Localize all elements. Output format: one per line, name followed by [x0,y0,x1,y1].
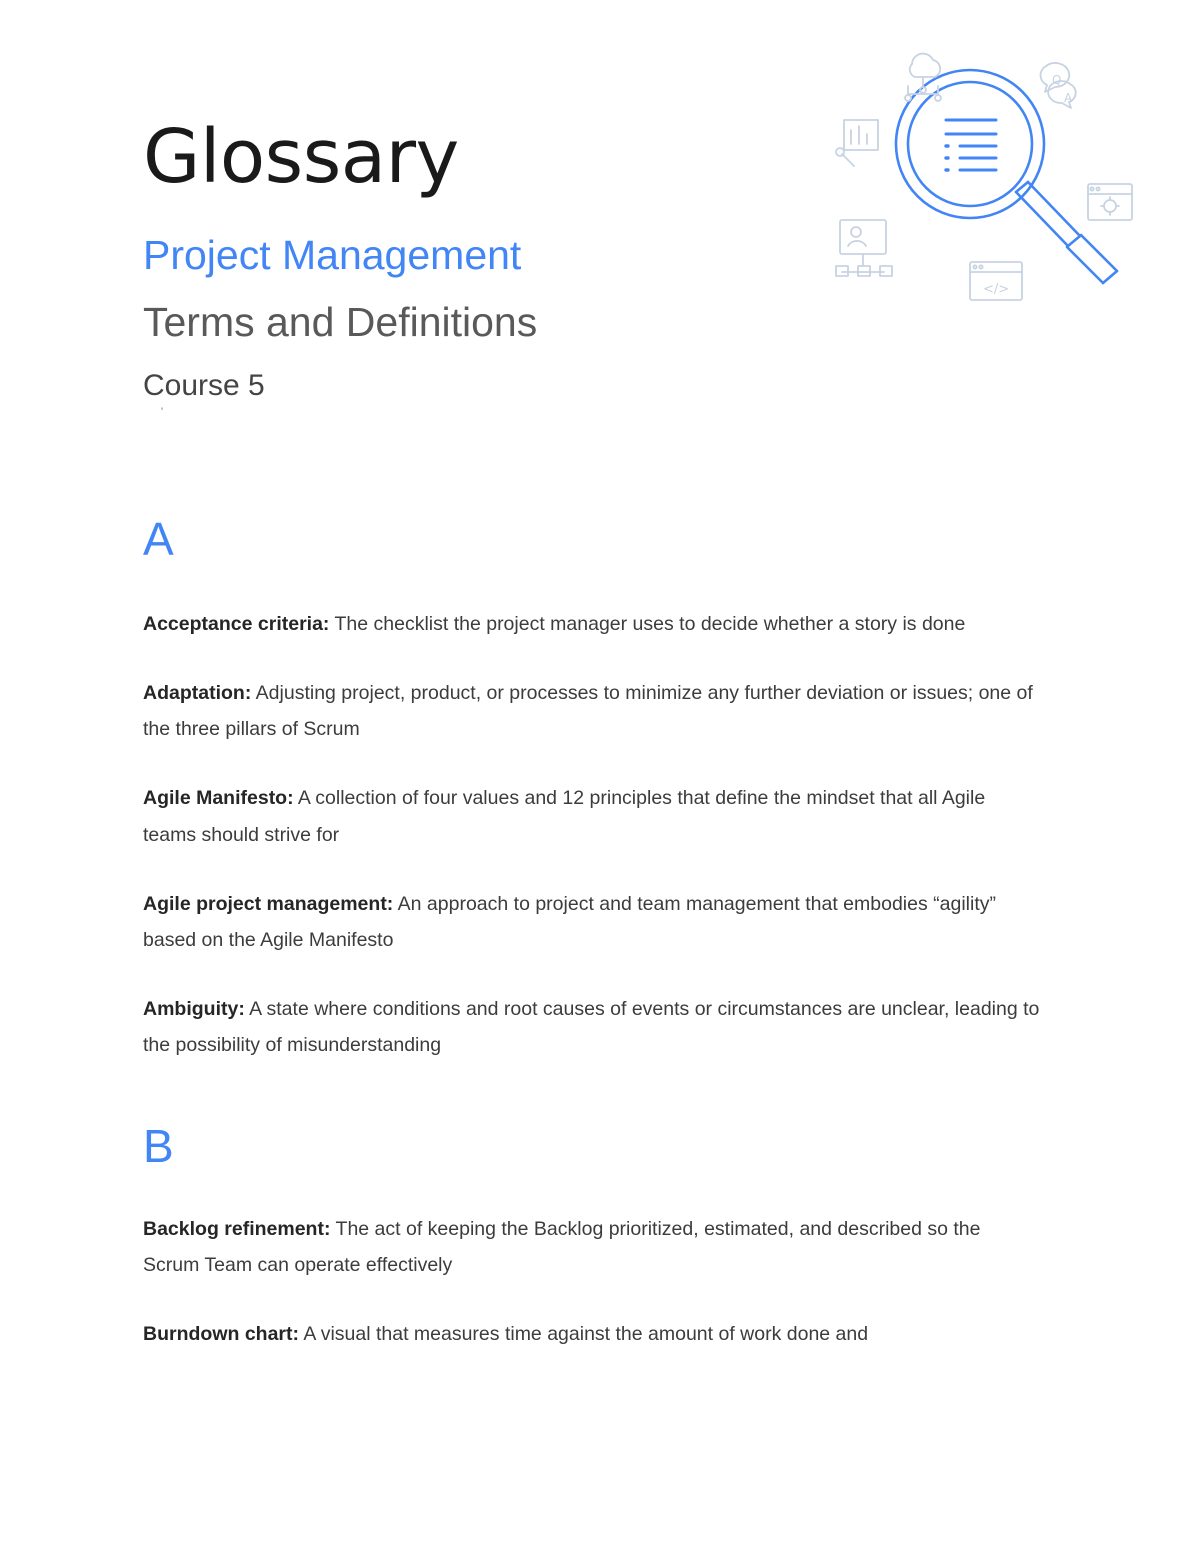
glossary-entry [143,606,1040,642]
entry-definition: The act of keeping the Backlog prioritized, estimated, and described so the Scrum Team can operate effectively [143,1217,981,1276]
glossary-content [0,513,1200,1352]
cursor-mark: ' [161,406,164,419]
entry-term: Agile project management: [143,892,394,915]
page-subtitle: Project Management [143,232,522,278]
entry-list-a [143,606,1040,1063]
section-b [143,1119,1040,1352]
entry-definition: A visual that measures time against the amount of work done and [299,1322,869,1345]
entry-term: Ambiguity: [143,997,245,1020]
glossary-entry [143,675,1040,747]
glossary-entry [143,886,1040,958]
entry-list-b [143,1211,1040,1352]
svg-text:Q: Q [1052,73,1062,87]
letter-heading-b: B [143,1119,174,1172]
entry-definition: The checklist the project manager uses to decide whether a story is done [329,613,966,636]
glossary-entry [143,1316,1040,1352]
letter-heading-a: A [143,513,174,566]
entry-term: Backlog refinement: [143,1217,331,1240]
magnifying-glass-illustration [820,34,1140,324]
glossary-entry [143,1211,1040,1283]
entry-definition: A state where conditions and root causes of events or circumstances are unclear, leading to the possibility of misunderstanding [143,997,1040,1056]
entry-definition: A collection of four values and 12 principles that define the mindset that all Agile teams should strive for [143,787,986,846]
section-a [143,513,1040,1063]
course-label: Course 5 [143,369,265,403]
entry-term: Agile Manifesto: [143,787,294,810]
glossary-entry [143,780,1040,852]
glossary-entry [143,991,1040,1063]
entry-term: Acceptance criteria: [143,613,330,636]
svg-text:</>: </> [983,282,1010,297]
entry-definition: An approach to project and team management that embodies “agility” based on the Agile Manifesto [143,892,996,951]
page-subtitle-secondary: Terms and Definitions [143,299,538,346]
entry-term: Adaptation: [143,682,252,705]
page-title: Glossary [143,114,459,200]
entry-term: Burndown chart: [143,1322,299,1345]
entry-definition: Adjusting project, product, or processes to minimize any further deviation or issues; one of the three pillars of Scrum [143,682,1033,741]
svg-text:A: A [1064,91,1073,105]
